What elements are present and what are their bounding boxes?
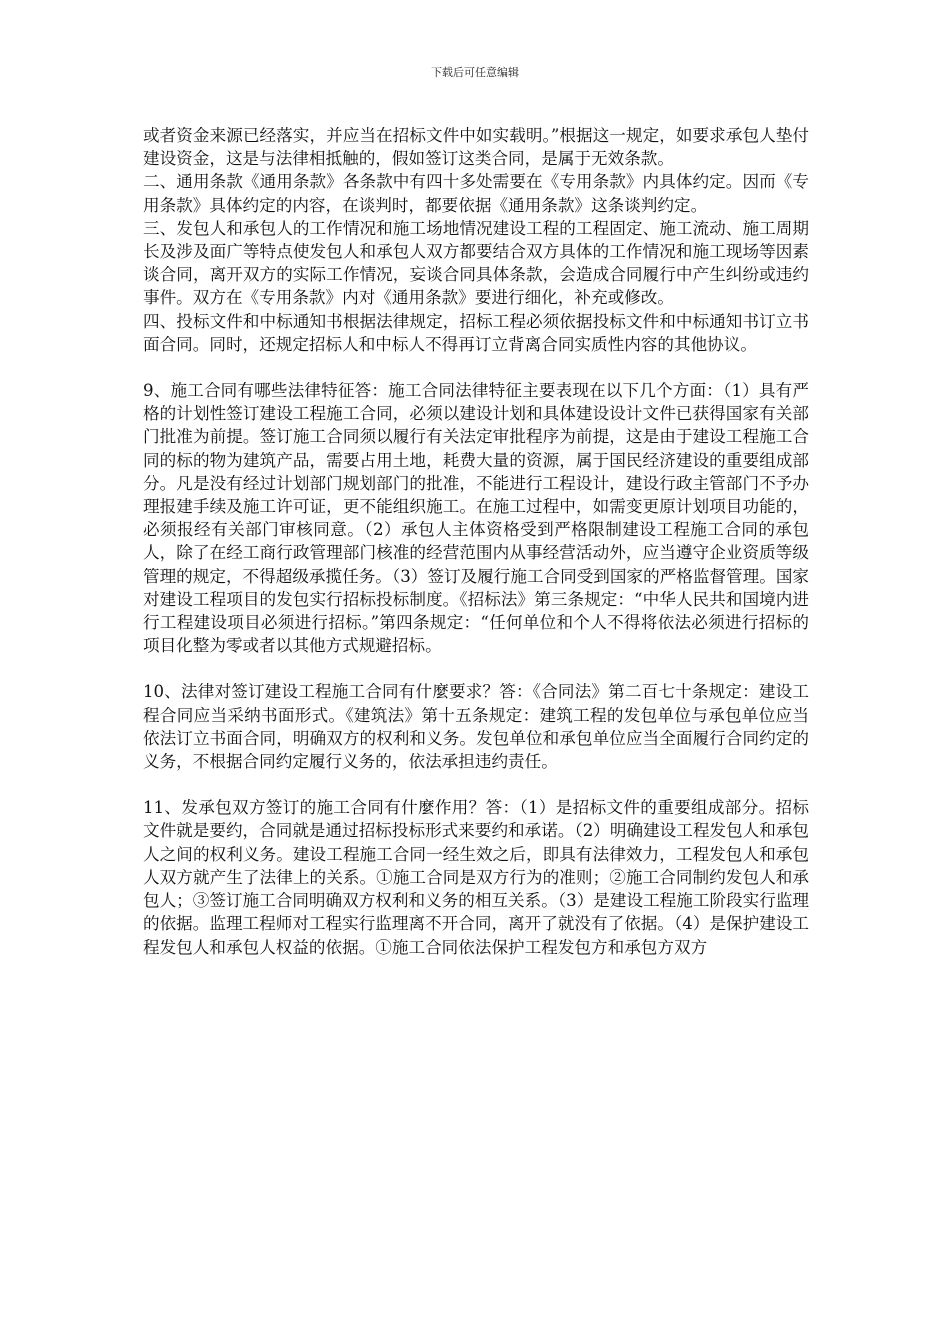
page-header: 下载后可任意编辑	[431, 66, 519, 79]
paragraph: 四、投标文件和中标通知书根据法律规定，招标工程必须依据投标文件和中标通知书订立书面合同。同时，还规定招标人和中标人不得再订立背离合同实质性内容的其他协议。	[143, 311, 809, 354]
paragraph: 9、施工合同有哪些法律特征答：施工合同法律特征主要表现在以下几个方面：（1）具有严格的计划性签订建设工程施工合同，必须以建设计划和具体建设设计文件已获得国家有关部门批准为前提。签订施工合同须以履行有关法定审批程序为前提，这是由于建设工程施工合同的标的物为建筑产品，需要占用土地，耗费大量的资源，属于国民经济建设的重要组成部分。凡是没有经过计划部门规划部门的批准，不能进行工程设计，建设行政主管部门不予办理报建手续及施工许可证，更不能组织施工。在施工过程中，如需变更原计划项目功能的，必须报经有关部门审核同意。（2）承包人主体资格受到严格限制建设工程施工合同的承包人，除了在经工商行政管理部门核准的经营范围内从事经营活动外，应当遵守企业资质等级管理的规定，不得超级承揽任务。（3）签订及履行施工合同受到国家的严格监督管理。国家对建设工程项目的发包实行招标投标制度。《招标法》第三条规定：“中华人民共和国境内进行工程建设项目必须进行招标。”第四条规定：“任何单位和个人不得将依法必须进行招标的项目化整为零或者以其他方式规避招标。	[143, 381, 810, 656]
paragraph: 11、发承包双方签订的施工合同有什麼作用？答：（1）是招标文件的重要组成部分。招标文件就是要约，合同就是通过招标投标形式来要约和承诺。（2）明确建设工程发包人和承包人之间的权利义务。建设工程施工合同一经生效之后，即具有法律效力，工程发包人和承包人双方就产生了法律上的关系。①施工合同是双方行为的准则；②施工合同制约发包人和承包人；③签订施工合同明确双方权利和义务的相互关系。（3）是建设工程施工阶段实行监理的依据。监理工程师对工程实行监理离不开合同，离开了就没有了依据。（4）是保护建设工程发包人和承包人权益的依据。①施工合同依法保护工程发包方和承包方双方	[143, 798, 810, 957]
paragraph: 或者资金来源已经落实，并应当在招标文件中如实载明。”根据这一规定，如要求承包人垫付建设资金，这是与法律相抵触的，假如签订这类合同，是属于无效条款。	[143, 126, 809, 169]
paragraph: 10、法律对签订建设工程施工合同有什麼要求？答：《合同法》第二百七十条规定：建设工程合同应当采纳书面形式。《建筑法》第十五条规定：建筑工程的发包单位与承包单位应当依法订立书面合同，明确双方的权利和义务。发包单位和承包单位应当全面履行合同约定的义务，不根据合同约定履行义务的，依法承担违约责任。	[143, 682, 809, 772]
section-intro	[143, 124, 809, 356]
section-question-9	[143, 379, 809, 657]
document-body	[143, 124, 809, 959]
paragraph: 二、通用条款《通用条款》各条款中有四十多处需要在《专用条款》内具体约定。因而《专用条款》具体约定的内容，在谈判时，都要依据《通用条款》这条谈判约定。	[143, 172, 809, 215]
section-question-11	[143, 796, 809, 958]
section-question-10	[143, 680, 809, 773]
paragraph: 三、发包人和承包人的工作情况和施工场地情况建设工程的工程固定、施工流动、施工周期长及涉及面广等特点使发包人和承包人双方都要结合双方具体的工作情况和施工现场等因素谈合同，离开双方的实际工作情况，妄谈合同具体条款，会造成合同履行中产生纠纷或违约事件。双方在《专用条款》内对《通用条款》要进行细化，补充或修改。	[143, 218, 809, 308]
